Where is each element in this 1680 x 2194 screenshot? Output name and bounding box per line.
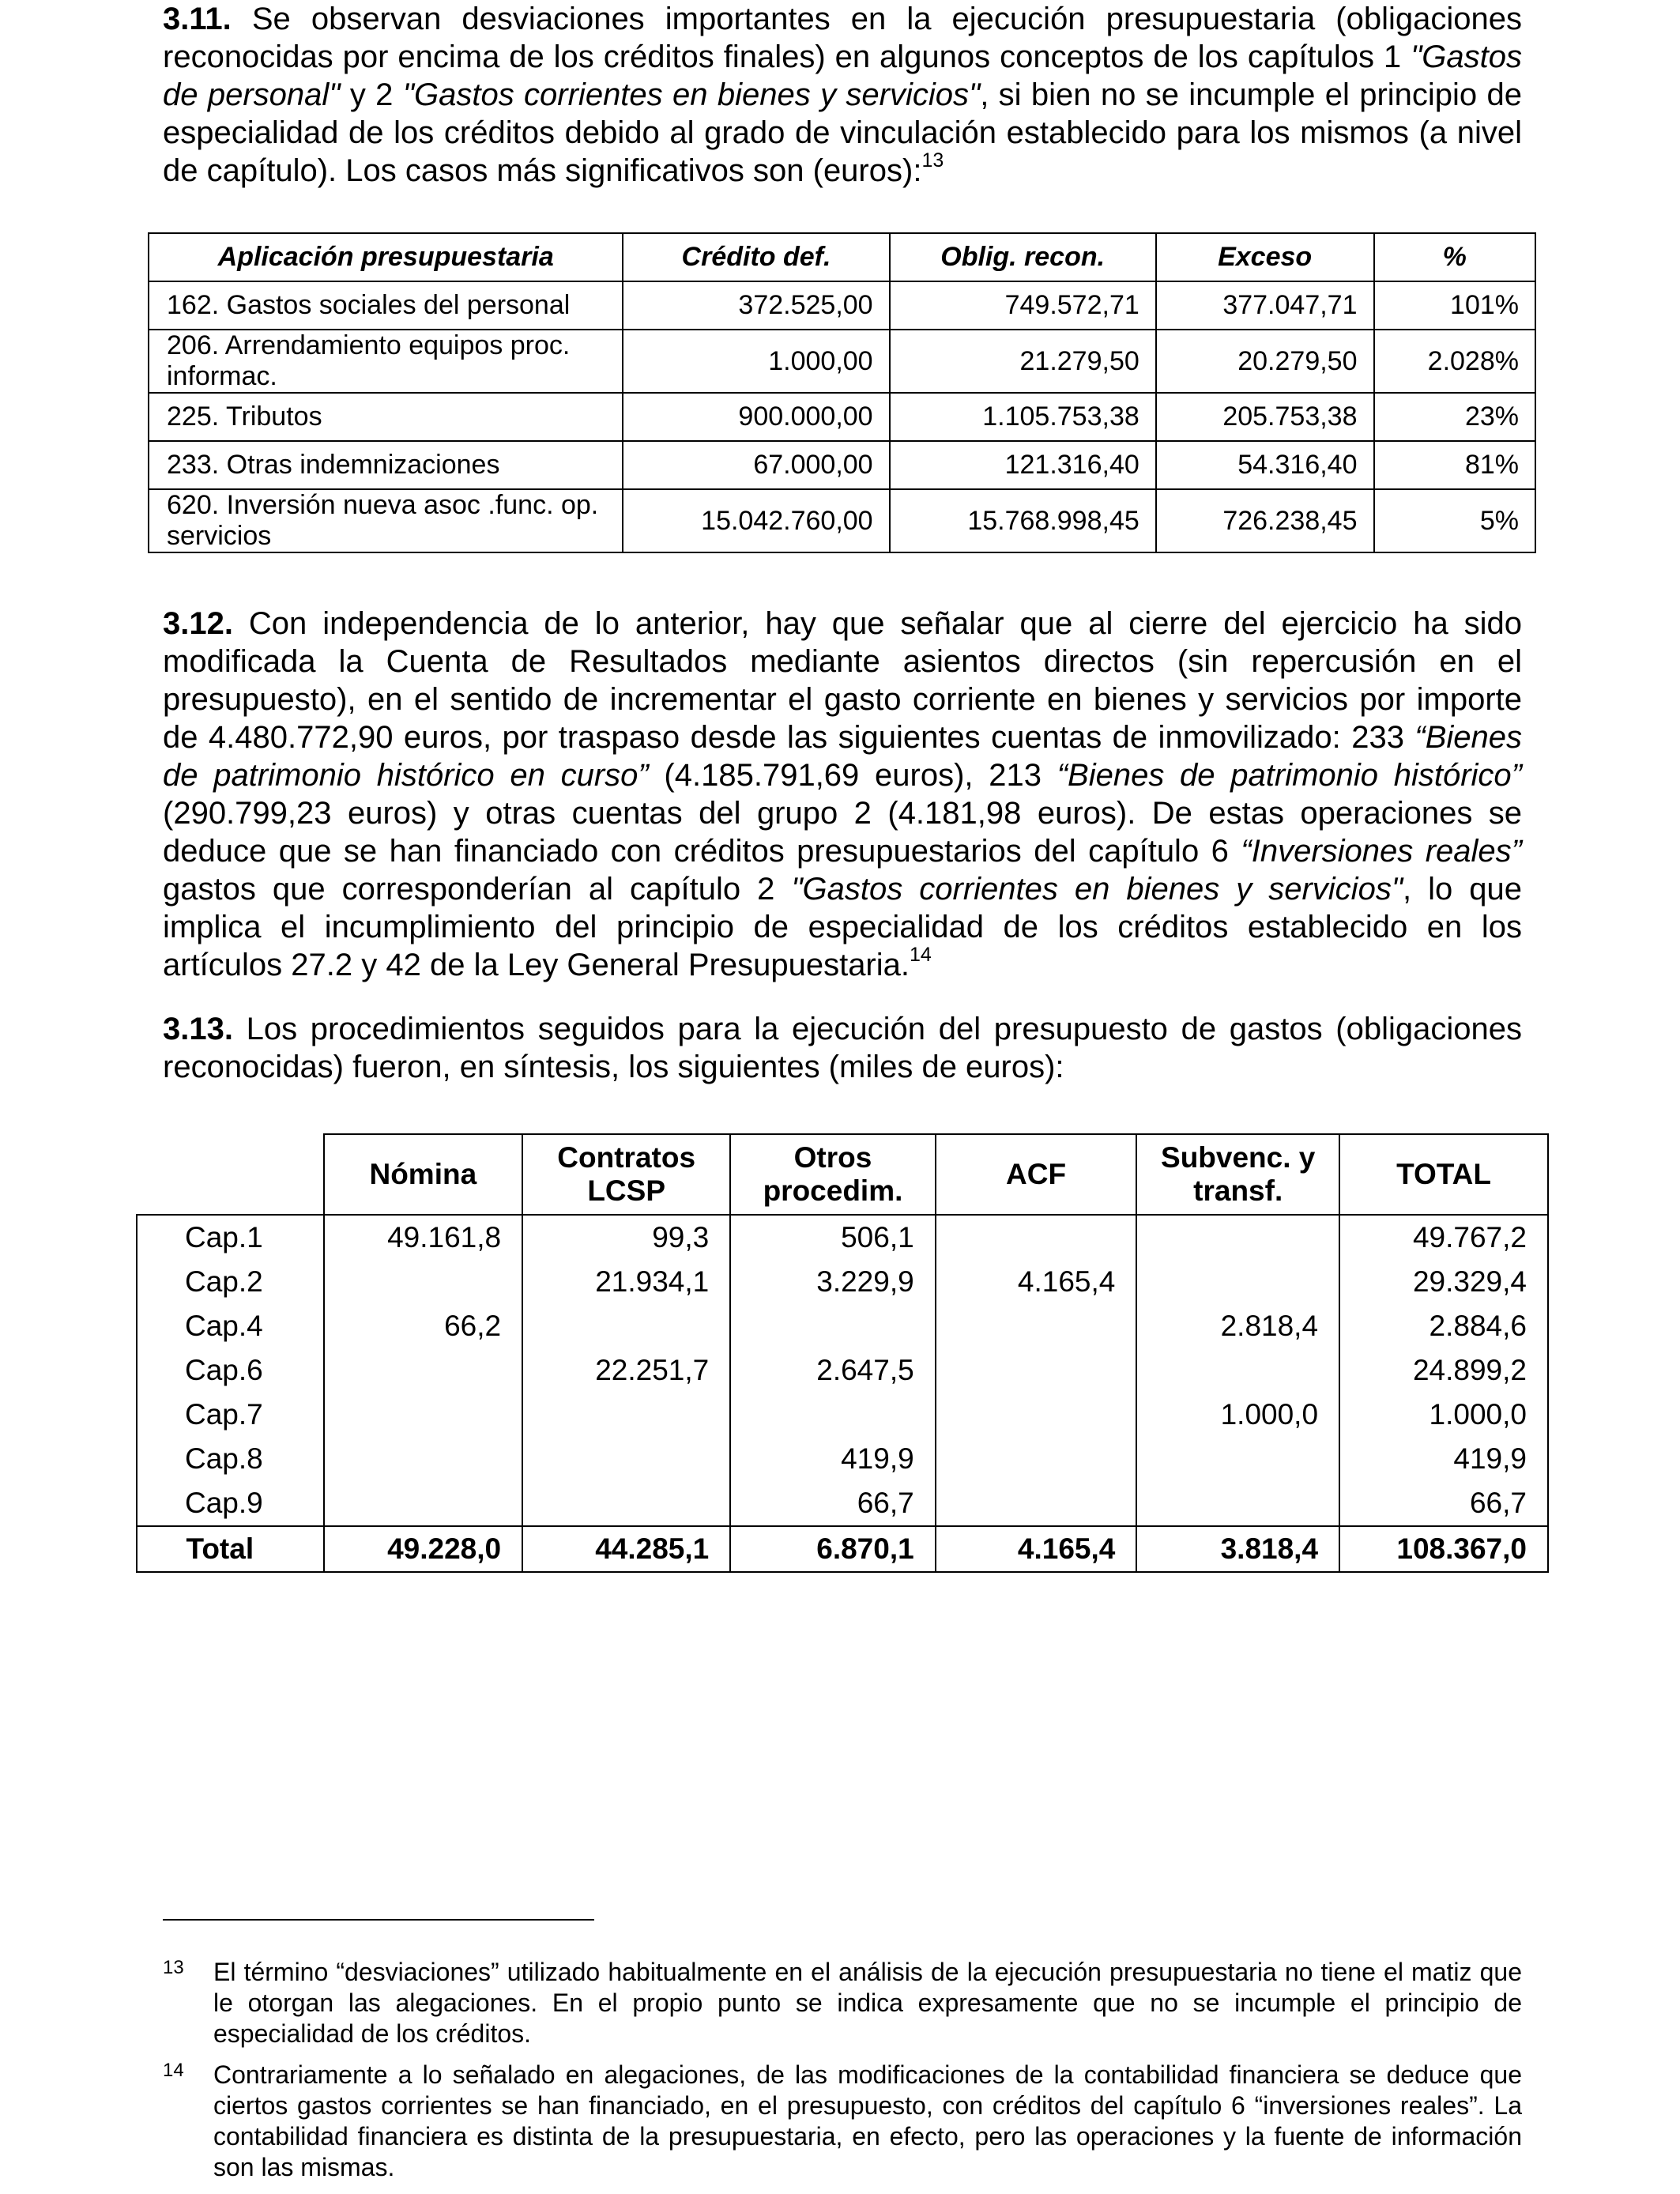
paragraph-number: 3.12. bbox=[163, 606, 233, 641]
cell-value: 44.285,1 bbox=[522, 1526, 730, 1572]
cell-label: Cap.8 bbox=[137, 1437, 324, 1481]
cell-value: 3.229,9 bbox=[730, 1260, 935, 1304]
header-otros: Otros procedim. bbox=[730, 1134, 935, 1215]
table-row bbox=[149, 441, 1535, 489]
table-row bbox=[149, 393, 1535, 441]
footnote-ref-14[interactable]: 14 bbox=[910, 943, 932, 966]
cell-value: 2.818,4 bbox=[1136, 1304, 1339, 1348]
table-row bbox=[137, 1304, 1548, 1348]
cell-label: Cap.9 bbox=[137, 1481, 324, 1526]
cell-value: 108.367,0 bbox=[1339, 1526, 1548, 1572]
cell-value: 66,7 bbox=[1339, 1481, 1548, 1526]
cell-value: 5% bbox=[1374, 489, 1536, 552]
text-run: (4.185.791,69 euros), 213 bbox=[648, 758, 1057, 793]
table-row bbox=[137, 1348, 1548, 1393]
cell-value: 23% bbox=[1374, 393, 1536, 441]
italic-run: “Inversiones reales” bbox=[1241, 834, 1522, 869]
cell-value bbox=[936, 1393, 1137, 1437]
table-row bbox=[137, 1260, 1548, 1304]
cell-label: 206. Arrendamiento equipos proc. informac. bbox=[149, 330, 623, 393]
table-header-row bbox=[137, 1134, 1548, 1215]
paragraph-number: 3.13. bbox=[163, 1012, 233, 1046]
cell-value: 49.228,0 bbox=[324, 1526, 523, 1572]
cell-label: Total bbox=[137, 1526, 324, 1572]
cell-value: 20.279,50 bbox=[1156, 330, 1374, 393]
cell-value: 419,9 bbox=[1339, 1437, 1548, 1481]
procedures-table bbox=[136, 1133, 1549, 1573]
cell-value bbox=[522, 1304, 730, 1348]
cell-value bbox=[936, 1437, 1137, 1481]
cell-value bbox=[324, 1348, 523, 1393]
cell-value: 506,1 bbox=[730, 1215, 935, 1260]
cell-label: Cap.6 bbox=[137, 1348, 324, 1393]
cell-value: 2.884,6 bbox=[1339, 1304, 1548, 1348]
cell-value bbox=[1136, 1481, 1339, 1526]
paragraph-number: 3.11. bbox=[163, 2, 232, 36]
italic-run: “Bienes de patrimonio histórico en curso” bbox=[163, 720, 1522, 793]
table-row bbox=[149, 489, 1535, 552]
text-run: gastos que corresponderían al capítulo 2 bbox=[163, 872, 792, 907]
cell-value: 4.165,4 bbox=[936, 1260, 1137, 1304]
header-subvenc: Subvenc. y transf. bbox=[1136, 1134, 1339, 1215]
cell-value: 4.165,4 bbox=[936, 1526, 1137, 1572]
cell-value: 15.768.998,45 bbox=[890, 489, 1156, 552]
cell-value bbox=[324, 1393, 523, 1437]
italic-run: "Gastos corrientes en bienes y servicios" bbox=[791, 872, 1403, 907]
cell-value: 67.000,00 bbox=[623, 441, 889, 489]
table-header-row bbox=[149, 233, 1535, 281]
cell-value bbox=[936, 1348, 1137, 1393]
cell-value: 1.000,0 bbox=[1136, 1393, 1339, 1437]
cell-value: 2.028% bbox=[1374, 330, 1536, 393]
table-row bbox=[149, 281, 1535, 330]
cell-label: Cap.1 bbox=[137, 1215, 324, 1260]
cell-label: Cap.4 bbox=[137, 1304, 324, 1348]
cell-value: 1.000,00 bbox=[623, 330, 889, 393]
cell-value bbox=[1136, 1260, 1339, 1304]
cell-value bbox=[936, 1215, 1137, 1260]
cell-value bbox=[522, 1437, 730, 1481]
header-contratos: Contratos LCSP bbox=[522, 1134, 730, 1215]
cell-value: 22.251,7 bbox=[522, 1348, 730, 1393]
cell-value: 1.105.753,38 bbox=[890, 393, 1156, 441]
cell-value: 3.818,4 bbox=[1136, 1526, 1339, 1572]
table-row bbox=[137, 1393, 1548, 1437]
cell-value: 121.316,40 bbox=[890, 441, 1156, 489]
cell-value bbox=[1136, 1215, 1339, 1260]
cell-value: 21.279,50 bbox=[890, 330, 1156, 393]
cell-value bbox=[324, 1437, 523, 1481]
header-oblig: Oblig. recon. bbox=[890, 233, 1156, 281]
cell-value: 49.767,2 bbox=[1339, 1215, 1548, 1260]
cell-value: 377.047,71 bbox=[1156, 281, 1374, 330]
paragraph-3-12 bbox=[163, 605, 1522, 984]
footnote-14 bbox=[163, 2060, 1522, 2183]
cell-value: 101% bbox=[1374, 281, 1536, 330]
cell-value: 726.238,45 bbox=[1156, 489, 1374, 552]
cell-label: 620. Inversión nueva asoc .func. op. servicios bbox=[149, 489, 623, 552]
cell-value: 29.329,4 bbox=[1339, 1260, 1548, 1304]
paragraph-3-11 bbox=[163, 0, 1522, 190]
header-aplicacion: Aplicación presupuestaria bbox=[149, 233, 623, 281]
footnote-13 bbox=[163, 1957, 1522, 2049]
cell-value: 1.000,0 bbox=[1339, 1393, 1548, 1437]
header-nomina: Nómina bbox=[324, 1134, 523, 1215]
cell-value: 49.161,8 bbox=[324, 1215, 523, 1260]
cell-value: 900.000,00 bbox=[623, 393, 889, 441]
table-total-row bbox=[137, 1526, 1548, 1572]
table-row bbox=[137, 1437, 1548, 1481]
cell-value bbox=[730, 1393, 935, 1437]
cell-value bbox=[1136, 1437, 1339, 1481]
footnote-separator bbox=[163, 1919, 594, 1921]
cell-value: 205.753,38 bbox=[1156, 393, 1374, 441]
cell-value: 99,3 bbox=[522, 1215, 730, 1260]
cell-value bbox=[936, 1304, 1137, 1348]
header-exceso: Exceso bbox=[1156, 233, 1374, 281]
cell-value bbox=[522, 1393, 730, 1437]
header-total: TOTAL bbox=[1339, 1134, 1548, 1215]
table-row bbox=[149, 330, 1535, 393]
paragraph-3-13 bbox=[163, 1010, 1522, 1086]
cell-value bbox=[730, 1304, 935, 1348]
cell-label: Cap.7 bbox=[137, 1393, 324, 1437]
cell-value bbox=[324, 1481, 523, 1526]
budget-deviation-table bbox=[148, 232, 1536, 553]
cell-value: 372.525,00 bbox=[623, 281, 889, 330]
cell-label: 162. Gastos sociales del personal bbox=[149, 281, 623, 330]
italic-run: "Gastos corrientes en bienes y servicios" bbox=[402, 77, 981, 112]
cell-value: 54.316,40 bbox=[1156, 441, 1374, 489]
cell-value bbox=[324, 1260, 523, 1304]
text-run: , si bien no se incumple el principio de especialidad de los créditos debido al grado de vinculación establecido para los mismos (a nivel de capítulo). Los casos más significativos son (euros): bbox=[163, 77, 1523, 188]
footnote-number: 13 bbox=[163, 1957, 184, 1978]
table-row bbox=[137, 1215, 1548, 1260]
cell-value: 24.899,2 bbox=[1339, 1348, 1548, 1393]
header-blank bbox=[137, 1134, 324, 1215]
text-run: Con independencia de lo anterior, hay que señalar que al cierre del ejercicio ha sido modificada la Cuenta de Resultados mediante asientos directos (sin repercusión en el presupuesto), en el sentido de incrementar el gasto corriente en bienes y servicios por importe de 4.480.772,90 euros, por traspaso desde las siguientes cuentas de inmovilizado: 233 bbox=[163, 606, 1522, 755]
cell-value bbox=[1136, 1348, 1339, 1393]
italic-run: “Bienes de patrimonio histórico” bbox=[1057, 758, 1523, 793]
cell-label: 225. Tributos bbox=[149, 393, 623, 441]
cell-value: 6.870,1 bbox=[730, 1526, 935, 1572]
footnote-number: 14 bbox=[163, 2060, 184, 2081]
italic-run: "Gastos de personal" bbox=[163, 40, 1522, 112]
cell-label: 233. Otras indemnizaciones bbox=[149, 441, 623, 489]
text-run: , lo que implica el incumplimiento del principio de especialidad de los créditos establecido en los artículos 27.2 y 42 de la Ley General Presupuestaria. bbox=[163, 872, 1522, 982]
header-credito: Crédito def. bbox=[623, 233, 889, 281]
header-percent: % bbox=[1374, 233, 1536, 281]
table-row bbox=[137, 1481, 1548, 1526]
text-run: y 2 bbox=[340, 77, 403, 112]
footnote-ref-13[interactable]: 13 bbox=[921, 149, 944, 172]
cell-label: Cap.2 bbox=[137, 1260, 324, 1304]
header-acf: ACF bbox=[936, 1134, 1137, 1215]
cell-value: 749.572,71 bbox=[890, 281, 1156, 330]
text-run: Se observan desviaciones importantes en la ejecución presupuestaria (obligaciones reconocidas por encima de los créditos finales) en algunos conceptos de los capítulos 1 bbox=[163, 2, 1522, 74]
cell-value: 2.647,5 bbox=[730, 1348, 935, 1393]
cell-value: 66,7 bbox=[730, 1481, 935, 1526]
cell-value: 15.042.760,00 bbox=[623, 489, 889, 552]
cell-value: 66,2 bbox=[324, 1304, 523, 1348]
footnote-text: Contrariamente a lo señalado en alegaciones, de las modificaciones de la contabilidad financiera se deduce que ciertos gastos corrientes se han financiado, en el presupuesto, con créditos del capítulo 6 “inversiones reales”. La contabilidad financiera es distinta de la presupuestaria, en efecto, pero las operaciones y la fuente de información son las mismas. bbox=[213, 2060, 1522, 2181]
cell-value: 81% bbox=[1374, 441, 1536, 489]
cell-value bbox=[522, 1481, 730, 1526]
text-run: Los procedimientos seguidos para la ejecución del presupuesto de gastos (obligaciones reconocidas) fueron, en síntesis, los siguientes (miles de euros): bbox=[163, 1012, 1522, 1084]
cell-value: 419,9 bbox=[730, 1437, 935, 1481]
footnote-text: El término “desviaciones” utilizado habitualmente en el análisis de la ejecución presupuestaria no tiene el matiz que le otorgan las alegaciones. En el propio punto se indica expresamente que no se incumple el principio de especialidad de los créditos. bbox=[213, 1958, 1522, 2048]
text-run: (290.799,23 euros) y otras cuentas del grupo 2 (4.181,98 euros). De estas operaciones se deduce que se han financiado con créditos presupuestarios del capítulo 6 bbox=[163, 796, 1522, 869]
cell-value bbox=[936, 1481, 1137, 1526]
cell-value: 21.934,1 bbox=[522, 1260, 730, 1304]
